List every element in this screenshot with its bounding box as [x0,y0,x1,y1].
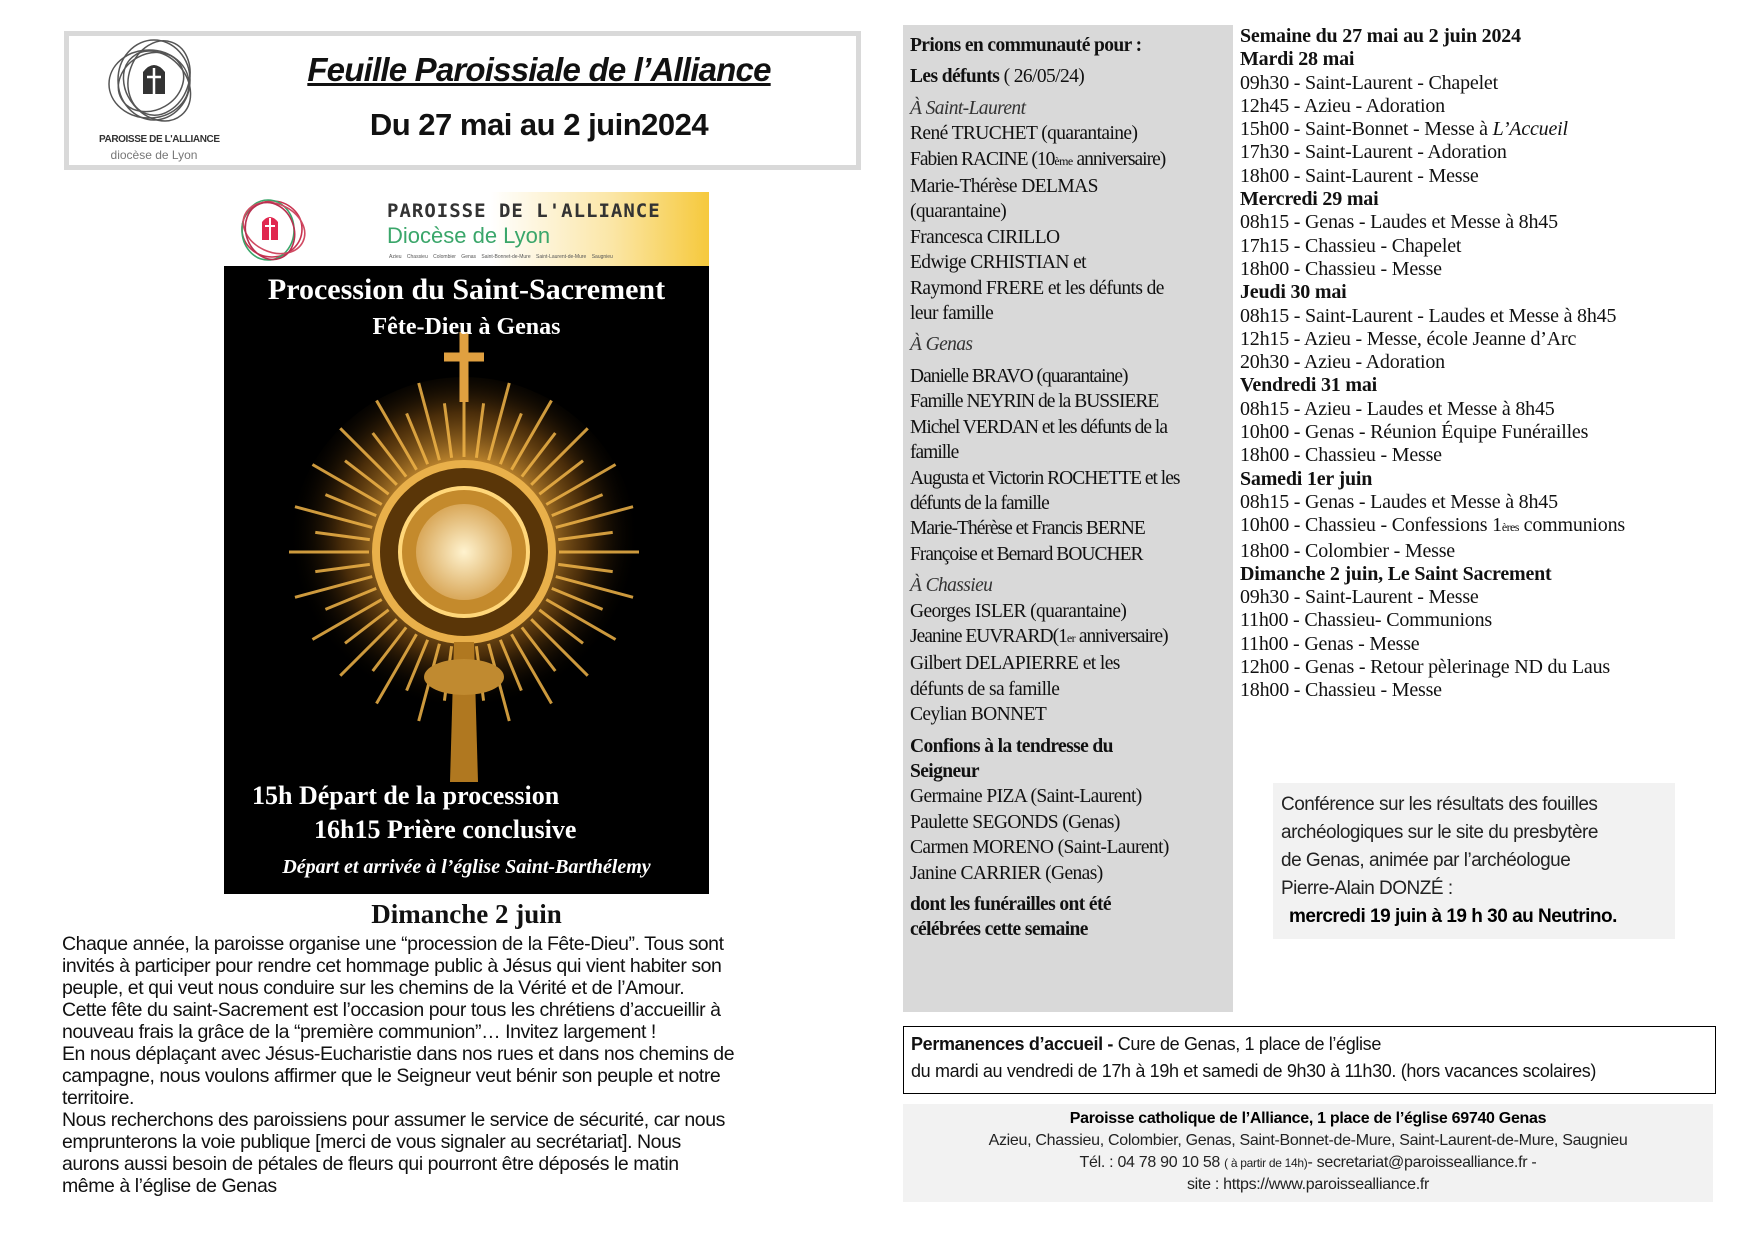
office-hours-label: Permanences d’accueil - [911,1034,1118,1054]
schedule-item: 08h15 - Saint-Laurent - Laudes et Messe à 8h45 [1240,304,1617,327]
conference-date: mercredi 19 juin à 19 h 30 au Neutrino. [1289,906,1617,927]
name-text: anniversaire) [1074,625,1168,647]
poster-subtitle: Fête-Dieu à Genas [372,314,561,340]
week-heading: Semaine du 27 mai au 2 juin 2024 [1240,25,1521,47]
item-text: communions [1518,514,1625,537]
office-hours-saturday: et samedi de 9h30 à 11h30. (hors vacances scolaires) [1178,1061,1597,1081]
paragraph-line: Nous recherchons des paroissiens pour assumer le service de sécurité, car nous [62,1109,725,1131]
name-entry: leur famille [910,303,994,325]
prayer-intentions-panel [903,25,1233,1012]
name-entry: Raymond FRERE et les défunts de [910,277,1164,299]
name-entry: (quarantaine) [910,201,1007,223]
item-text: 10h00 - Chassieu - Confessions 1 [1240,514,1502,537]
procession-poster [224,192,709,894]
paragraph-line: territoire. [62,1087,134,1109]
schedule-item: 18h00 - Chassieu - Messe [1240,679,1442,702]
superscript: ères [1501,520,1519,535]
name-entry: Francesca CIRILLO [910,226,1060,248]
name-entry: Famille NEYRIN de la BUSSIERE [910,391,1159,413]
poster-departure-time: 15h Départ de la procession [252,781,560,810]
name-entry: Janine CARRIER (Genas) [910,862,1103,884]
parish-contact-footer [903,1104,1713,1202]
schedule-item: 17h30 - Saint-Laurent - Adoration [1240,141,1507,164]
day-heading: Samedi 1er juin [1240,467,1373,490]
name-entry: Paulette SEGONDS (Genas) [910,811,1120,833]
contact-line [903,1152,1713,1174]
paragraph-line: nouveau frais la grâce de la “première communion”… Invitez largement ! [62,1021,656,1043]
item-italic: L’Accueil [1492,118,1568,141]
name-entry: défunts de sa famille [910,678,1060,700]
superscript: er [1066,630,1075,645]
conference-line: archéologiques sur le site du presbytère [1281,822,1598,843]
schedule-item: 20h30 - Azieu - Adoration [1240,351,1445,374]
office-hours-weekdays: du mardi au vendredi de 17h à 19h [911,1061,1179,1081]
name-entry: famille [910,442,959,464]
schedule-item: 11h00 - Chassieu- Communions [1240,609,1492,632]
alliance-rings-icon [99,36,209,132]
parish-logo [99,36,220,166]
parish-towns: Azieu, Chassieu, Colombier, Genas, Saint-Bonnet-de-Mure, Saint-Laurent-de-Mure, Saugnieu [988,1132,1628,1149]
name-entry: défunts de la famille [910,492,1049,514]
name-entry: Edwige CRHISTIAN et [910,252,1086,274]
conference-line: de Genas, animée par l’archéologue [1281,850,1571,871]
name-entry: Augusta et Victorin ROCHETTE et les [910,467,1180,489]
section-chassieu: À Chassieu [910,575,993,597]
item-text: 15h00 - Saint-Bonnet - Messe à [1240,118,1493,141]
paragraph-line: campagne, nous voulons affirmer que le Seigneur veut bénir son peuple et notre [62,1065,721,1087]
name-entry: Ceylian BONNET [910,704,1047,726]
schedule-item: 08h15 - Genas - Laudes et Messe à 8h45 [1240,211,1558,234]
schedule-item: 09h30 - Saint-Laurent - Messe [1240,586,1479,609]
name-entry: Marie-Thérèse et Francis BERNE [910,518,1145,540]
schedule-item: 08h15 - Azieu - Laudes et Messe à 8h45 [1240,397,1555,420]
poster-title: Procession du Saint-Sacrement [267,273,666,306]
poster-location: Départ et arrivée à l’église Saint-Barthélemy [282,856,651,878]
section-genas: À Genas [910,334,973,356]
paragraph-line: emprunterons la voie publique [merci de vous signaler au secrétariat]. Nous [62,1131,681,1153]
schedule-item: 12h00 - Genas - Retour pèlerinage ND du Laus [1240,656,1610,679]
schedule-item: 17h15 - Chassieu - Chapelet [1240,234,1462,257]
paragraph-line: peuple, et qui veut nous conduire sur les chemins de la Vérité et de l’Amour. [62,977,685,999]
header-box [64,31,861,170]
name-entry: Michel VERDAN et les défunts de la [910,416,1167,438]
monstrance-image [264,312,664,832]
name-text: anniversaire) [1072,148,1166,170]
office-hours-box [903,1026,1716,1094]
name-entry: Georges ISLER (quarantaine) [910,600,1127,622]
confions-heading: Confions à la tendresse du [910,735,1113,757]
day-heading: Mardi 28 mai [1240,48,1355,71]
paragraph-line: aurons aussi besoin de pétales de fleurs qui pourront être déposés le matin [62,1153,679,1175]
date-range: Du 27 mai au 2 juin2024 [369,107,709,142]
schedule-item: 09h30 - Saint-Laurent - Chapelet [1240,71,1498,94]
poster-parish-name: PAROISSE DE L'ALLIANCE [387,200,661,222]
schedule-item: 18h00 - Chassieu - Messe [1240,257,1442,280]
schedule-item: 08h15 - Genas - Laudes et Messe à 8h45 [1240,490,1558,513]
name-entry: Marie-Thérèse DELMAS [910,176,1098,198]
poster-diocese: Diocèse de Lyon [387,223,551,248]
office-location: Cure de Genas, 1 place de l’église [1117,1034,1381,1054]
parish-address: Paroisse catholique de l’Alliance, 1 place de l’église 69740 Genas [1069,1110,1547,1127]
paragraph-line: Cette fête du saint-Sacrement est l’occasion pour tous les chrétiens d’accueillir à [62,999,721,1021]
paragraph-line: invités à participer pour rendre cet hommage public à Jésus qui vient habiter son [62,955,722,977]
section-saint-laurent: À Saint-Laurent [910,97,1026,119]
name-entry: Gilbert DELAPIERRE et les [910,653,1120,675]
schedule-item: 18h00 - Colombier - Messe [1240,539,1455,562]
name-entry: Carmen MORENO (Saint-Laurent) [910,837,1169,859]
name-entry: Danielle BRAVO (quarantaine) [910,365,1128,387]
alliance-rings-color-icon [234,196,310,262]
day-heading: Mercredi 29 mai [1240,188,1379,211]
office-hours-line-2 [911,1058,1715,1085]
name-entry: Françoise et Bernard BOUCHER [910,543,1143,565]
poster-towns: Azieu Chassieu Colombier Genas Saint-Bonnet-de-Mure Saint-Laurent-de-Mure Saugnieu [389,254,613,260]
day-heading: Dimanche 2 juin, Le Saint Sacrement [1240,562,1552,585]
name-text: Jeanine EUVRARD(1 [910,625,1067,647]
office-hours-line-1 [911,1031,1715,1058]
website-link[interactable]: site : https://www.paroissealliance.fr [1186,1176,1430,1193]
name-entry: René TRUCHET (quarantaine) [910,123,1138,145]
poster-prayer-time: 16h15 Prière conclusive [314,815,577,844]
paragraph-line: même à l’église de Genas [62,1175,277,1197]
phone: Tél. : 04 78 90 10 58 [1079,1154,1225,1171]
conference-line: Conférence sur les résultats des fouilles [1281,794,1598,815]
day-heading: Vendredi 31 mai [1240,374,1378,397]
name-entry [910,147,1233,174]
superscript: ème [1054,153,1073,168]
conference-notice [1273,783,1675,939]
poster-brand-strip [224,192,709,266]
defunts-heading [910,64,1233,89]
name-entry: Germaine PIZA (Saint-Laurent) [910,786,1142,808]
paragraph-line: En nous déplaçant avec Jésus-Eucharistie dans nos rues et dans nos chemins de [62,1043,735,1065]
genas-list [910,364,1233,567]
schedule-item: 18h00 - Chassieu - Messe [1240,444,1442,467]
schedule-item [1240,514,1740,539]
logo-diocese: diocèse de Lyon [110,148,198,162]
logo-parish-name: PAROISSE DE L'ALLIANCE [99,134,220,145]
email-link[interactable]: - secretariat@paroissealliance.fr - [1307,1154,1537,1171]
sunday-heading: Dimanche 2 juin [371,899,562,929]
schedule-item: 10h00 - Genas - Réunion Équipe Funérailles [1240,421,1589,444]
schedule-item: 12h45 - Azieu - Adoration [1240,94,1445,117]
closing-line: célébrées cette semaine [910,919,1088,941]
defunts-label: Les défunts [910,66,1000,88]
procession-description [62,933,862,1197]
schedule-item: 12h15 - Azieu - Messe, école Jeanne d’Arc [1240,327,1577,350]
conference-line: Pierre-Alain DONZÉ : [1281,878,1453,899]
schedule-item [1240,118,1740,141]
name-text: Fabien RACINE (10 [910,148,1055,170]
name-entry [910,624,1233,651]
schedule-item: 18h00 - Saint-Laurent - Messe [1240,164,1479,187]
prayer-heading: Prions en communauté pour : [910,35,1142,56]
page-title: Feuille Paroissiale de l’Alliance [307,51,771,88]
confions-heading-2: Seigneur [910,760,979,782]
schedule-item: 11h00 - Genas - Messe [1240,632,1420,655]
weekly-schedule [1240,25,1740,703]
paragraph-line: Chaque année, la paroisse organise une “procession de la Fête-Dieu”. Tous sont [62,933,724,955]
defunts-date: ( 26/05/24) [999,66,1085,88]
phone-note: ( à partir de 14h) [1224,1156,1308,1170]
day-heading: Jeudi 30 mai [1240,281,1347,304]
closing-line: dont les funérailles ont été [910,894,1111,915]
